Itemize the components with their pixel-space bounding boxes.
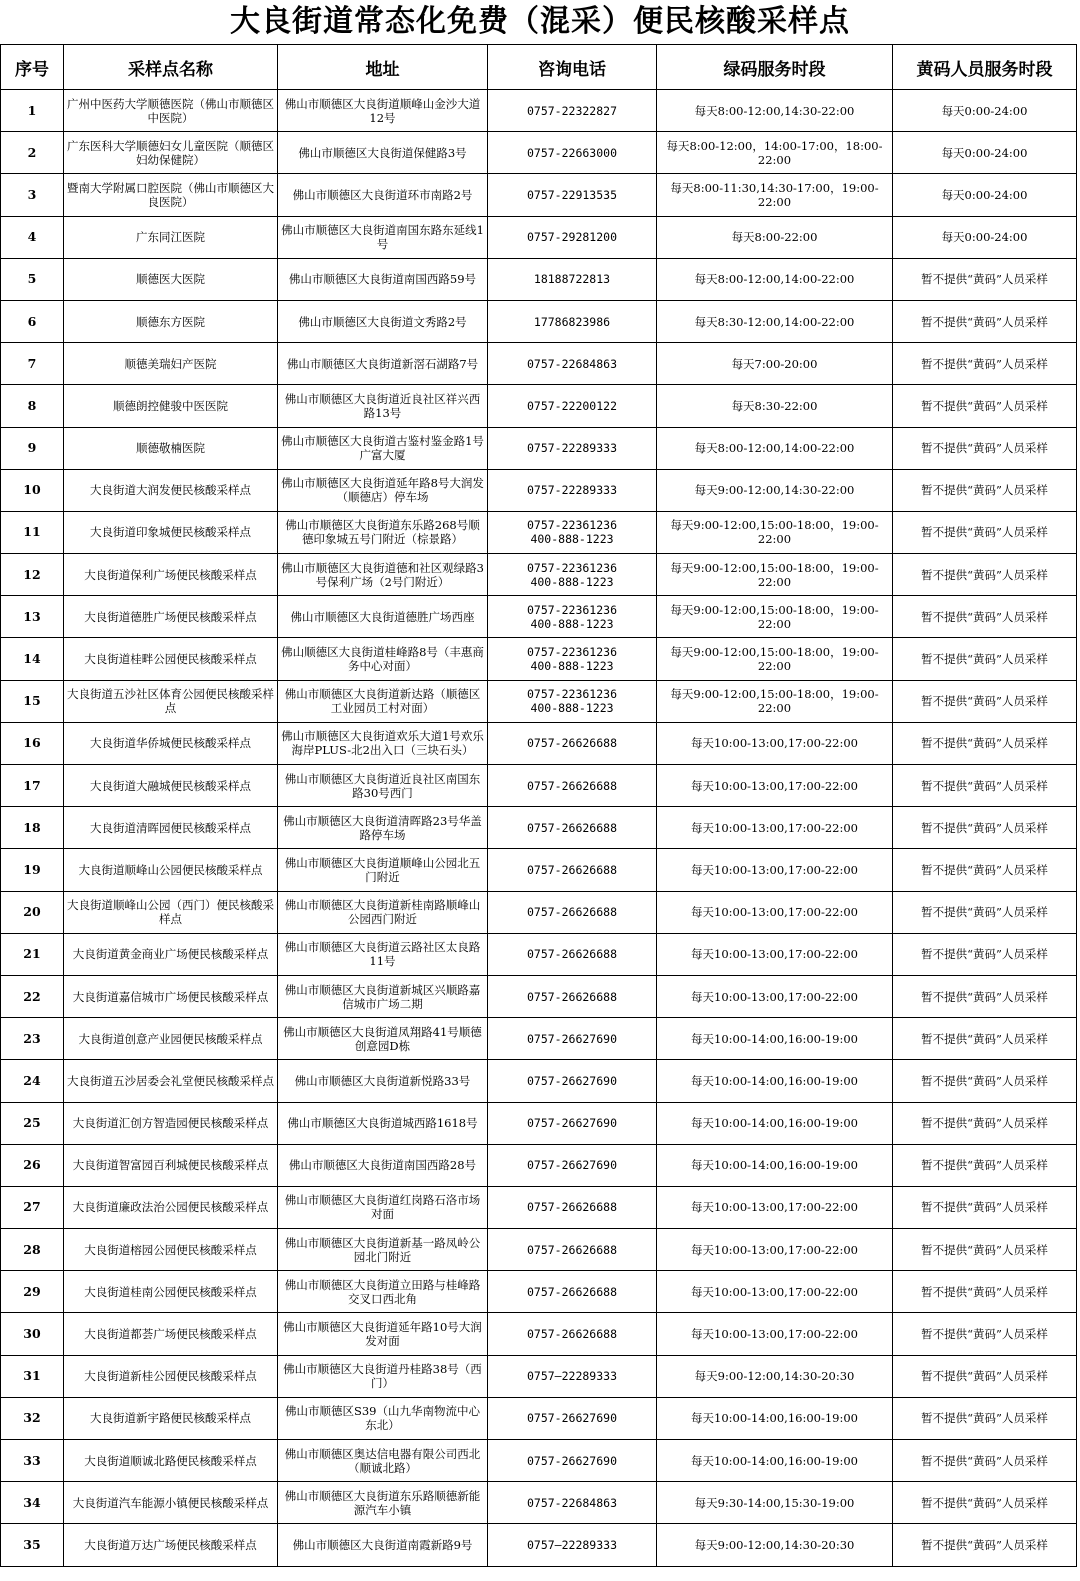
cell-address: 佛山市顺德区大良街道南霞新路9号: [278, 1524, 488, 1566]
cell-phone: 0757-22913535: [488, 174, 657, 216]
cell-site-name: 顺德朗控健骏中医医院: [64, 385, 278, 427]
cell-address: 佛山市顺德区S39（山九华南物流中心东北）: [278, 1397, 488, 1439]
cell-address: 佛山市顺德区大良街道南国西路28号: [278, 1144, 488, 1186]
cell-site-name: 大良街道桂南公园便民核酸采样点: [64, 1271, 278, 1313]
cell-yellow-code-hours: 暂不提供“黄码”人员采样: [893, 765, 1077, 807]
cell-yellow-code-hours: 暂不提供“黄码”人员采样: [893, 849, 1077, 891]
table-row: [1, 216, 1077, 258]
table-row: [1, 807, 1077, 849]
cell-phone: 0757-26626688: [488, 933, 657, 975]
cell-address: 佛山市顺德区大良街道新达路（顺德区工业园员工村对面）: [278, 680, 488, 722]
cell-site-name: 大良街道廉政法治公园便民核酸采样点: [64, 1186, 278, 1228]
cell-site-name: 大良街道德胜广场便民核酸采样点: [64, 596, 278, 638]
table-row: [1, 385, 1077, 427]
cell-yellow-code-hours: 暂不提供“黄码”人员采样: [893, 1482, 1077, 1524]
cell-site-name: 广州中医药大学顺德医院（佛山市顺德区中医院）: [64, 90, 278, 132]
cell-index: 6: [1, 300, 64, 342]
cell-yellow-code-hours: 暂不提供“黄码”人员采样: [893, 385, 1077, 427]
cell-address: 佛山市顺德区大良街道延年路8号大润发（顺德店）停车场: [278, 469, 488, 511]
cell-green-code-hours: 每天9:00-12:00,15:00-18:00，19:00-22:00: [657, 638, 893, 680]
cell-green-code-hours: 每天9:00-12:00,14:30-22:00: [657, 469, 893, 511]
cell-index: 21: [1, 933, 64, 975]
cell-site-name: 大良街道桂畔公园便民核酸采样点: [64, 638, 278, 680]
table-row: [1, 132, 1077, 174]
cell-yellow-code-hours: 暂不提供“黄码”人员采样: [893, 1186, 1077, 1228]
cell-phone: 0757-22684863: [488, 343, 657, 385]
cell-address: 佛山市顺德区大良街道新滘石湖路7号: [278, 343, 488, 385]
cell-yellow-code-hours: 每天0:00-24:00: [893, 132, 1077, 174]
cell-yellow-code-hours: 暂不提供“黄码”人员采样: [893, 1102, 1077, 1144]
cell-yellow-code-hours: 暂不提供“黄码”人员采样: [893, 680, 1077, 722]
table-row: [1, 1144, 1077, 1186]
cell-green-code-hours: 每天9:00-12:00,15:00-18:00，19:00-22:00: [657, 511, 893, 553]
cell-yellow-code-hours: 暂不提供“黄码”人员采样: [893, 469, 1077, 511]
cell-green-code-hours: 每天10:00-14:00,16:00-19:00: [657, 1060, 893, 1102]
cell-green-code-hours: 每天8:30-12:00,14:00-22:00: [657, 300, 893, 342]
cell-yellow-code-hours: 暂不提供“黄码”人员采样: [893, 596, 1077, 638]
cell-address: 佛山市顺德区大良街道新桂南路顺峰山公园西门附近: [278, 891, 488, 933]
cell-phone: 0757-22361236 400-888-1223: [488, 638, 657, 680]
cell-index: 4: [1, 216, 64, 258]
cell-index: 7: [1, 343, 64, 385]
cell-address: 佛山市顺德区大良街道城西路1618号: [278, 1102, 488, 1144]
cell-yellow-code-hours: 暂不提供“黄码”人员采样: [893, 258, 1077, 300]
table-row: [1, 1186, 1077, 1228]
cell-address: 佛山市顺德区大良街道立田路与桂峰路交叉口西北角: [278, 1271, 488, 1313]
cell-index: 35: [1, 1524, 64, 1566]
cell-phone: 0757-26626688: [488, 1271, 657, 1313]
cell-green-code-hours: 每天8:00-12:00,14:30-22:00: [657, 90, 893, 132]
cell-green-code-hours: 每天8:30-22:00: [657, 385, 893, 427]
cell-site-name: 顺德医大医院: [64, 258, 278, 300]
cell-index: 1: [1, 90, 64, 132]
cell-green-code-hours: 每天9:00-12:00,15:00-18:00，19:00-22:00: [657, 596, 893, 638]
table-row: [1, 1313, 1077, 1355]
cell-address: 佛山市顺德区大良街道新基一路凤岭公园北门附近: [278, 1229, 488, 1271]
table-row: [1, 300, 1077, 342]
header-site-name: 采样点名称: [64, 45, 278, 90]
cell-phone: 0757-26626688: [488, 722, 657, 764]
cell-index: 24: [1, 1060, 64, 1102]
cell-yellow-code-hours: 每天0:00-24:00: [893, 216, 1077, 258]
cell-yellow-code-hours: 暂不提供“黄码”人员采样: [893, 638, 1077, 680]
cell-phone: 0757—22289333: [488, 1524, 657, 1566]
cell-site-name: 大良街道黄金商业广场便民核酸采样点: [64, 933, 278, 975]
cell-green-code-hours: 每天10:00-13:00,17:00-22:00: [657, 807, 893, 849]
cell-yellow-code-hours: 暂不提供“黄码”人员采样: [893, 554, 1077, 596]
cell-address: 佛山市顺德区大良街道新城区兴顺路嘉信城市广场二期: [278, 975, 488, 1017]
table-row: [1, 174, 1077, 216]
cell-index: 27: [1, 1186, 64, 1228]
cell-phone: 18188722813: [488, 258, 657, 300]
cell-yellow-code-hours: 暂不提供“黄码”人员采样: [893, 1144, 1077, 1186]
cell-green-code-hours: 每天8:00-12:00,14:00-22:00: [657, 427, 893, 469]
cell-site-name: 顺德美瑞妇产医院: [64, 343, 278, 385]
cell-address: 佛山市顺德区大良街道延年路10号大润发对面: [278, 1313, 488, 1355]
cell-site-name: 大良街道清晖园便民核酸采样点: [64, 807, 278, 849]
cell-phone: 0757-29281200: [488, 216, 657, 258]
cell-site-name: 大良街道大润发便民核酸采样点: [64, 469, 278, 511]
cell-site-name: 暨南大学附属口腔医院（佛山市顺德区大良医院）: [64, 174, 278, 216]
cell-yellow-code-hours: 暂不提供“黄码”人员采样: [893, 975, 1077, 1017]
page-title: 大良街道常态化免费（混采）便民核酸采样点: [230, 4, 850, 39]
cell-index: 31: [1, 1355, 64, 1397]
cell-index: 34: [1, 1482, 64, 1524]
cell-green-code-hours: 每天10:00-13:00,17:00-22:00: [657, 975, 893, 1017]
cell-site-name: 大良街道榕园公园便民核酸采样点: [64, 1229, 278, 1271]
cell-site-name: 广东同江医院: [64, 216, 278, 258]
cell-index: 19: [1, 849, 64, 891]
cell-index: 30: [1, 1313, 64, 1355]
cell-phone: 0757-26626688: [488, 1229, 657, 1271]
cell-index: 16: [1, 722, 64, 764]
cell-address: 佛山市顺德区大良街道近良社区南国东路30号西门: [278, 765, 488, 807]
cell-yellow-code-hours: 暂不提供“黄码”人员采样: [893, 1397, 1077, 1439]
cell-index: 26: [1, 1144, 64, 1186]
cell-phone: 0757-22684863: [488, 1482, 657, 1524]
cell-index: 28: [1, 1229, 64, 1271]
cell-address: 佛山市顺德区大良街道环市南路2号: [278, 174, 488, 216]
cell-green-code-hours: 每天8:00-12:00,14:00-22:00: [657, 258, 893, 300]
cell-green-code-hours: 每天8:00-12:00，14:00-17:00，18:00-22:00: [657, 132, 893, 174]
cell-yellow-code-hours: 暂不提供“黄码”人员采样: [893, 1524, 1077, 1566]
header-row: [1, 45, 1077, 90]
cell-phone: 0757-22663000: [488, 132, 657, 174]
cell-yellow-code-hours: 每天0:00-24:00: [893, 90, 1077, 132]
cell-green-code-hours: 每天10:00-13:00,17:00-22:00: [657, 1186, 893, 1228]
cell-yellow-code-hours: 暂不提供“黄码”人员采样: [893, 933, 1077, 975]
cell-site-name: 大良街道创意产业园便民核酸采样点: [64, 1018, 278, 1060]
cell-address: 佛山市顺德区大良街道欢乐大道1号欢乐海岸PLUS-北2出入口（三块石头）: [278, 722, 488, 764]
table-row: [1, 1482, 1077, 1524]
cell-green-code-hours: 每天9:00-12:00,14:30-20:30: [657, 1524, 893, 1566]
cell-site-name: 大良街道印象城便民核酸采样点: [64, 511, 278, 553]
table-row: [1, 1102, 1077, 1144]
cell-green-code-hours: 每天10:00-14:00,16:00-19:00: [657, 1102, 893, 1144]
table-row: [1, 1229, 1077, 1271]
table-row: [1, 722, 1077, 764]
cell-yellow-code-hours: 暂不提供“黄码”人员采样: [893, 1060, 1077, 1102]
cell-phone: 0757-22361236 400-888-1223: [488, 554, 657, 596]
cell-green-code-hours: 每天7:00-20:00: [657, 343, 893, 385]
table-row: [1, 554, 1077, 596]
cell-site-name: 顺德敬楠医院: [64, 427, 278, 469]
cell-green-code-hours: 每天10:00-13:00,17:00-22:00: [657, 765, 893, 807]
cell-green-code-hours: 每天10:00-13:00,17:00-22:00: [657, 1313, 893, 1355]
cell-phone: 17786823986: [488, 300, 657, 342]
cell-address: 佛山市顺德区大良街道丹桂路38号（西门）: [278, 1355, 488, 1397]
cell-address: 佛山市顺德区大良街道德和社区观绿路3号保利广场（2号门附近）: [278, 554, 488, 596]
table-row: [1, 1018, 1077, 1060]
table-row: [1, 933, 1077, 975]
cell-yellow-code-hours: 暂不提供“黄码”人员采样: [893, 1440, 1077, 1482]
cell-yellow-code-hours: 暂不提供“黄码”人员采样: [893, 807, 1077, 849]
cell-green-code-hours: 每天10:00-13:00,17:00-22:00: [657, 849, 893, 891]
cell-phone: 0757-22289333: [488, 469, 657, 511]
cell-index: 8: [1, 385, 64, 427]
cell-address: 佛山市顺德区大良街道云路社区太良路11号: [278, 933, 488, 975]
table-row: [1, 638, 1077, 680]
cell-green-code-hours: 每天10:00-14:00,16:00-19:00: [657, 1018, 893, 1060]
table-row: [1, 511, 1077, 553]
cell-green-code-hours: 每天9:00-12:00,15:00-18:00，19:00-22:00: [657, 680, 893, 722]
cell-site-name: 大良街道汽车能源小镇便民核酸采样点: [64, 1482, 278, 1524]
table-row: [1, 975, 1077, 1017]
cell-yellow-code-hours: 暂不提供“黄码”人员采样: [893, 722, 1077, 764]
table-row: [1, 765, 1077, 807]
cell-address: 佛山市顺德区大良街道近良社区祥兴西路13号: [278, 385, 488, 427]
cell-index: 14: [1, 638, 64, 680]
cell-site-name: 大良街道保利广场便民核酸采样点: [64, 554, 278, 596]
cell-address: 佛山市顺德区大良街道新悦路33号: [278, 1060, 488, 1102]
cell-green-code-hours: 每天10:00-13:00,17:00-22:00: [657, 891, 893, 933]
cell-yellow-code-hours: 暂不提供“黄码”人员采样: [893, 343, 1077, 385]
cell-address: 佛山市顺德区大良街道顺峰山公园北五门附近: [278, 849, 488, 891]
cell-phone: 0757-22289333: [488, 427, 657, 469]
cell-phone: 0757-26627690: [488, 1018, 657, 1060]
cell-index: 10: [1, 469, 64, 511]
table-row: [1, 849, 1077, 891]
cell-site-name: 大良街道顺峰山公园便民核酸采样点: [64, 849, 278, 891]
cell-index: 11: [1, 511, 64, 553]
cell-index: 15: [1, 680, 64, 722]
cell-address: 佛山市顺德区大良街道文秀路2号: [278, 300, 488, 342]
cell-index: 20: [1, 891, 64, 933]
cell-phone: 0757-22322827: [488, 90, 657, 132]
cell-address: 佛山市顺德区大良街道凤翔路41号顺德创意园D栋: [278, 1018, 488, 1060]
cell-phone: 0757-22200122: [488, 385, 657, 427]
cell-green-code-hours: 每天10:00-14:00,16:00-19:00: [657, 1440, 893, 1482]
cell-index: 17: [1, 765, 64, 807]
cell-phone: 0757—22289333: [488, 1355, 657, 1397]
cell-site-name: 大良街道大融城便民核酸采样点: [64, 765, 278, 807]
cell-index: 32: [1, 1397, 64, 1439]
table-body: [1, 90, 1077, 1567]
cell-phone: 0757-22361236 400-888-1223: [488, 596, 657, 638]
cell-phone: 0757-26627690: [488, 1144, 657, 1186]
cell-index: 12: [1, 554, 64, 596]
cell-index: 25: [1, 1102, 64, 1144]
cell-green-code-hours: 每天8:00-11:30,14:30-17:00，19:00-22:00: [657, 174, 893, 216]
cell-site-name: 大良街道顺诚北路便民核酸采样点: [64, 1440, 278, 1482]
cell-green-code-hours: 每天10:00-13:00,17:00-22:00: [657, 722, 893, 764]
cell-site-name: 大良街道万达广场便民核酸采样点: [64, 1524, 278, 1566]
table-row: [1, 1271, 1077, 1313]
cell-phone: 0757-26626688: [488, 849, 657, 891]
cell-address: 佛山市顺德区大良街道德胜广场西座: [278, 596, 488, 638]
cell-green-code-hours: 每天9:30-14:00,15:30-19:00: [657, 1482, 893, 1524]
cell-phone: 0757-26626688: [488, 1186, 657, 1228]
cell-green-code-hours: 每天10:00-14:00,16:00-19:00: [657, 1144, 893, 1186]
header-address: 地址: [278, 45, 488, 90]
table-row: [1, 1440, 1077, 1482]
cell-yellow-code-hours: 每天0:00-24:00: [893, 174, 1077, 216]
cell-yellow-code-hours: 暂不提供“黄码”人员采样: [893, 427, 1077, 469]
table-row: [1, 1060, 1077, 1102]
cell-yellow-code-hours: 暂不提供“黄码”人员采样: [893, 891, 1077, 933]
cell-site-name: 大良街道汇创方智造园便民核酸采样点: [64, 1102, 278, 1144]
cell-index: 2: [1, 132, 64, 174]
cell-index: 29: [1, 1271, 64, 1313]
cell-address: 佛山市顺德区大良街道红岗路石洛市场对面: [278, 1186, 488, 1228]
cell-phone: 0757-26626688: [488, 975, 657, 1017]
cell-address: 佛山市顺德区奥达信电器有限公司西北（顺诚北路）: [278, 1440, 488, 1482]
cell-green-code-hours: 每天10:00-13:00,17:00-22:00: [657, 1271, 893, 1313]
cell-index: 13: [1, 596, 64, 638]
table-row: [1, 469, 1077, 511]
cell-site-name: 广东医科大学顺德妇女儿童医院（顺德区妇幼保健院）: [64, 132, 278, 174]
cell-site-name: 顺德东方医院: [64, 300, 278, 342]
cell-green-code-hours: 每天10:00-14:00,16:00-19:00: [657, 1397, 893, 1439]
table-row: [1, 1355, 1077, 1397]
cell-phone: 0757-26626688: [488, 891, 657, 933]
cell-phone: 0757-22361236 400-888-1223: [488, 680, 657, 722]
cell-yellow-code-hours: 暂不提供“黄码”人员采样: [893, 1229, 1077, 1271]
cell-site-name: 大良街道五沙居委会礼堂便民核酸采样点: [64, 1060, 278, 1102]
cell-address: 佛山市顺德区大良街道东乐路268号顺德印象城五号门附近（棕景路）: [278, 511, 488, 553]
header-phone: 咨询电话: [488, 45, 657, 90]
table-row: [1, 596, 1077, 638]
cell-site-name: 大良街道新桂公园便民核酸采样点: [64, 1355, 278, 1397]
cell-yellow-code-hours: 暂不提供“黄码”人员采样: [893, 1018, 1077, 1060]
cell-green-code-hours: 每天9:00-12:00,15:00-18:00，19:00-22:00: [657, 554, 893, 596]
table-row: [1, 90, 1077, 132]
cell-phone: 0757-26627690: [488, 1440, 657, 1482]
cell-index: 23: [1, 1018, 64, 1060]
table-row: [1, 1524, 1077, 1566]
cell-address: 佛山市顺德区大良街道南国西路59号: [278, 258, 488, 300]
cell-index: 9: [1, 427, 64, 469]
cell-index: 33: [1, 1440, 64, 1482]
header-green-code-hours: 绿码服务时段: [657, 45, 893, 90]
header-index: 序号: [1, 45, 64, 90]
cell-site-name: 大良街道顺峰山公园（西门）便民核酸采样点: [64, 891, 278, 933]
table-row: [1, 343, 1077, 385]
cell-green-code-hours: 每天10:00-13:00,17:00-22:00: [657, 1229, 893, 1271]
cell-site-name: 大良街道五沙社区体育公园便民核酸采样点: [64, 680, 278, 722]
cell-site-name: 大良街道华侨城便民核酸采样点: [64, 722, 278, 764]
cell-yellow-code-hours: 暂不提供“黄码”人员采样: [893, 1355, 1077, 1397]
cell-yellow-code-hours: 暂不提供“黄码”人员采样: [893, 300, 1077, 342]
cell-address: 佛山市顺德区大良街道南国东路东延线1号: [278, 216, 488, 258]
cell-site-name: 大良街道嘉信城市广场便民核酸采样点: [64, 975, 278, 1017]
cell-green-code-hours: 每天9:00-12:00,14:30-20:30: [657, 1355, 893, 1397]
cell-index: 3: [1, 174, 64, 216]
cell-address: 佛山市顺德区大良街道东乐路顺德新能源汽车小镇: [278, 1482, 488, 1524]
cell-address: 佛山市顺德区大良街道清晖路23号华盖路停车场: [278, 807, 488, 849]
table-row: [1, 258, 1077, 300]
table-row: [1, 680, 1077, 722]
cell-index: 22: [1, 975, 64, 1017]
cell-phone: 0757-26627690: [488, 1102, 657, 1144]
cell-address: 佛山市顺德区大良街道保健路3号: [278, 132, 488, 174]
cell-address: 佛山顺德区大良街道桂峰路8号（丰惠商务中心对面）: [278, 638, 488, 680]
table-row: [1, 1397, 1077, 1439]
cell-yellow-code-hours: 暂不提供“黄码”人员采样: [893, 1313, 1077, 1355]
cell-phone: 0757-26626688: [488, 807, 657, 849]
cell-phone: 0757-26627690: [488, 1060, 657, 1102]
cell-phone: 0757-22361236 400-888-1223: [488, 511, 657, 553]
cell-index: 18: [1, 807, 64, 849]
cell-site-name: 大良街道智富园百利城便民核酸采样点: [64, 1144, 278, 1186]
cell-address: 佛山市顺德区大良街道顺峰山金沙大道12号: [278, 90, 488, 132]
cell-green-code-hours: 每天8:00-22:00: [657, 216, 893, 258]
cell-yellow-code-hours: 暂不提供“黄码”人员采样: [893, 511, 1077, 553]
sampling-sites-table: [0, 44, 1077, 1567]
cell-phone: 0757-26626688: [488, 765, 657, 807]
table-row: [1, 427, 1077, 469]
cell-index: 5: [1, 258, 64, 300]
cell-green-code-hours: 每天10:00-13:00,17:00-22:00: [657, 933, 893, 975]
table-row: [1, 891, 1077, 933]
cell-yellow-code-hours: 暂不提供“黄码”人员采样: [893, 1271, 1077, 1313]
header-yellow-code-hours: 黄码人员服务时段: [893, 45, 1077, 90]
cell-site-name: 大良街道都荟广场便民核酸采样点: [64, 1313, 278, 1355]
cell-phone: 0757-26626688: [488, 1313, 657, 1355]
cell-phone: 0757-26627690: [488, 1397, 657, 1439]
cell-address: 佛山市顺德区大良街道古鉴村鉴金路1号广富大厦: [278, 427, 488, 469]
cell-site-name: 大良街道新宇路便民核酸采样点: [64, 1397, 278, 1439]
